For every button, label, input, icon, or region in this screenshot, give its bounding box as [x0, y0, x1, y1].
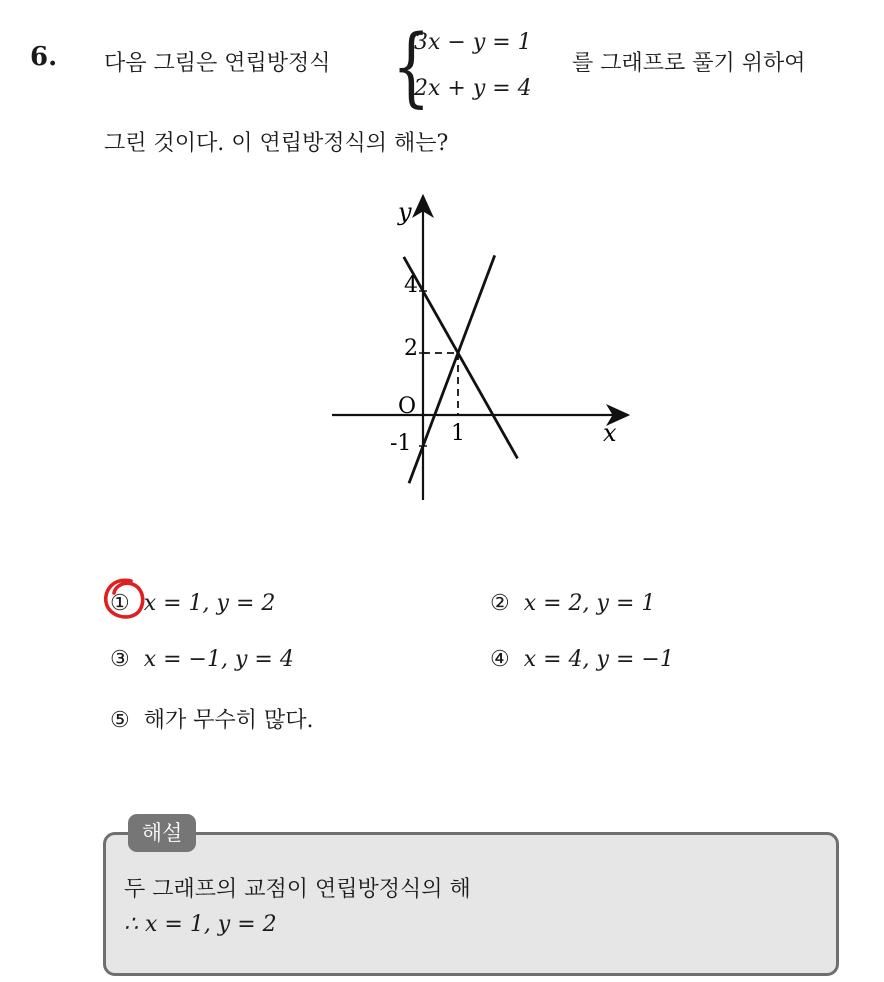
question-text-after: 를 그래프로 풀기 위하여 — [572, 51, 806, 76]
choice-1-text: x = 1, y = 2 — [143, 591, 276, 616]
equation-1: 3x − y = 1 — [414, 30, 532, 55]
x-axis-label: x — [603, 419, 617, 447]
question-text-before: 다음 그림은 연립방정식 — [104, 51, 331, 76]
choice-2[interactable] — [490, 591, 655, 616]
equation-brace: { — [392, 17, 431, 117]
question-number: 6. — [30, 42, 58, 72]
choice-4-mark: ④ — [490, 647, 510, 672]
choice-5[interactable] — [110, 703, 313, 734]
origin-label: O — [398, 394, 417, 419]
solution-box — [103, 832, 839, 976]
tick-label-ym1: -1 — [390, 431, 412, 456]
coordinate-graph — [320, 188, 640, 503]
y-axis-label: y — [398, 198, 412, 226]
choice-4[interactable] — [490, 647, 674, 672]
choice-5-text: 해가 무수히 많다. — [143, 708, 314, 733]
choice-5-mark: ⑤ — [110, 708, 130, 733]
choice-4-text: x = 4, y = −1 — [523, 647, 674, 672]
tick-label-y4: 4 — [404, 273, 418, 298]
choice-3-text: x = −1, y = 4 — [143, 647, 294, 672]
graph-lines — [404, 255, 518, 483]
axes — [332, 196, 628, 500]
choice-1-mark: ① — [110, 591, 130, 616]
choice-1[interactable] — [110, 591, 275, 616]
tick-label-y2: 2 — [404, 336, 418, 361]
choice-3-mark: ③ — [110, 647, 130, 672]
choice-3[interactable] — [110, 647, 294, 672]
question-text-line2: 그린 것이다. 이 연립방정식의 해는? — [104, 131, 449, 156]
solution-line-1: 두 그래프의 교점이 연립방정식의 해 — [124, 877, 471, 902]
solution-label: 해설 — [128, 814, 196, 852]
solution-line-2: ∴ x = 1, y = 2 — [124, 912, 277, 937]
choice-2-mark: ② — [490, 591, 510, 616]
tick-label-x1: 1 — [451, 421, 465, 446]
equation-2: 2x + y = 4 — [414, 76, 532, 101]
choice-2-text: x = 2, y = 1 — [523, 591, 656, 616]
